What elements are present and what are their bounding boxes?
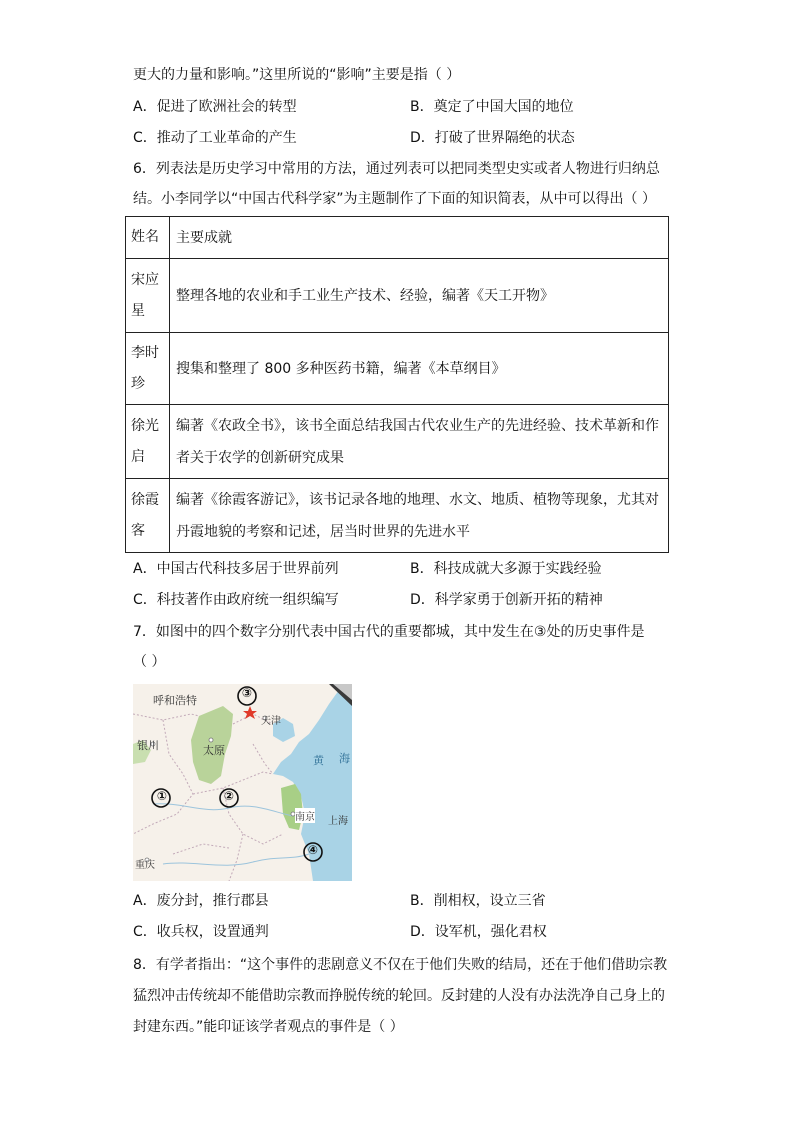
q5-option-c: C．推动了工业革命的产生 <box>133 130 297 146</box>
marker-3: ③ <box>241 686 253 700</box>
marker-1: ① <box>156 789 168 803</box>
scientist-achievement: 编著《农政全书》，该书全面总结我国古代农业生产的先进经验、技术革新和作 者关于农学的创新研究成果 <box>170 405 669 479</box>
scientist-achievement: 整理各地的农业和手工业生产技术、经验，编著《天工开物》 <box>170 259 669 333</box>
header-achievement: 主要成就 <box>170 217 669 259</box>
header-name: 姓名 <box>126 217 170 259</box>
q6-option-c: C．科技著作由政府统一组织编写 <box>133 592 339 608</box>
q5-option-a: A．促进了欧洲社会的转型 <box>133 99 297 115</box>
q6-option-d: D．科学家勇于创新开拓的精神 <box>410 592 603 608</box>
scientist-name: 徐霞 客 <box>126 479 170 553</box>
q7-option-d: D．设军机，强化君权 <box>410 924 547 940</box>
q6-stem-line2: 结。小李同学以“中国古代科学家”为主题制作了下面的知识简表，从中可以得出（ ） <box>133 191 656 207</box>
label-chongqing: 重庆 <box>135 860 155 871</box>
q6-stem-line1: 6．列表法是历史学习中常用的方法，通过列表可以把同类型史实或者人物进行归纳总 <box>133 161 660 177</box>
scientists-table <box>125 216 669 553</box>
label-shanghai: 上海 <box>328 816 348 827</box>
table-row <box>126 405 669 479</box>
table-row <box>126 333 669 405</box>
q6-option-a: A．中国古代科技多居于世界前列 <box>133 561 339 577</box>
label-sea-1: 黄 <box>313 754 324 767</box>
q7-option-b: B．削相权，设立三省 <box>410 893 546 909</box>
q8-stem-line2: 猛烈冲击传统却不能借助宗教而挣脱传统的轮回。反封建的人没有办法洗净自己身上的 <box>133 988 665 1004</box>
table-row <box>126 479 669 553</box>
label-nanjing: 南京 <box>295 808 315 823</box>
label-taiyuan: 太原 <box>203 744 225 757</box>
table-header-row <box>126 217 669 259</box>
scientist-name: 徐光 启 <box>126 405 170 479</box>
scientist-name: 宋应 星 <box>126 259 170 333</box>
q8-stem-line3: 封建东西。”能印证该学者观点的事件是（ ） <box>133 1019 404 1035</box>
label-yinchuan: 银川 <box>137 739 159 752</box>
q6-option-b: B．科技成就大多源于实践经验 <box>410 561 602 577</box>
q7-stem-line1: 7．如图中的四个数字分别代表中国古代的重要都城，其中发生在③处的历史事件是 <box>133 624 645 640</box>
q5-option-b: B．奠定了中国大国的地位 <box>410 99 574 115</box>
marker-2: ② <box>223 789 235 803</box>
scientist-achievement: 编著《徐霞客游记》，该书记录各地的地理、水文、地质、植物等现象，尤其对 丹霞地貌的考察和记述，居当时世界的先进水平 <box>170 479 669 553</box>
q5-option-d: D．打破了世界隔绝的状态 <box>410 130 575 146</box>
marker-4: ④ <box>307 843 319 857</box>
q8-stem-line1: 8．有学者指出：“这个事件的悲剧意义不仅在于他们失败的结局，还在于他们借助宗教 <box>133 957 668 973</box>
scientist-achievement: 搜集和整理了 800 多种医药书籍，编著《本草纲目》 <box>170 333 669 405</box>
label-tianjin: 天津 <box>261 716 281 727</box>
label-hohhot: 呼和浩特 <box>153 694 197 707</box>
table-row <box>126 259 669 333</box>
q7-option-a: A．废分封，推行郡县 <box>133 893 269 909</box>
q5-stem: 更大的力量和影响。”这里所说的“影响”主要是指（ ） <box>133 67 461 83</box>
scientist-name: 李时 珍 <box>126 333 170 405</box>
q7-stem-line2: （ ） <box>133 654 166 670</box>
ancient-capitals-map <box>133 684 352 881</box>
label-sea-2: 海 <box>339 752 350 765</box>
q7-option-c: C．收兵权，设置通判 <box>133 924 269 940</box>
